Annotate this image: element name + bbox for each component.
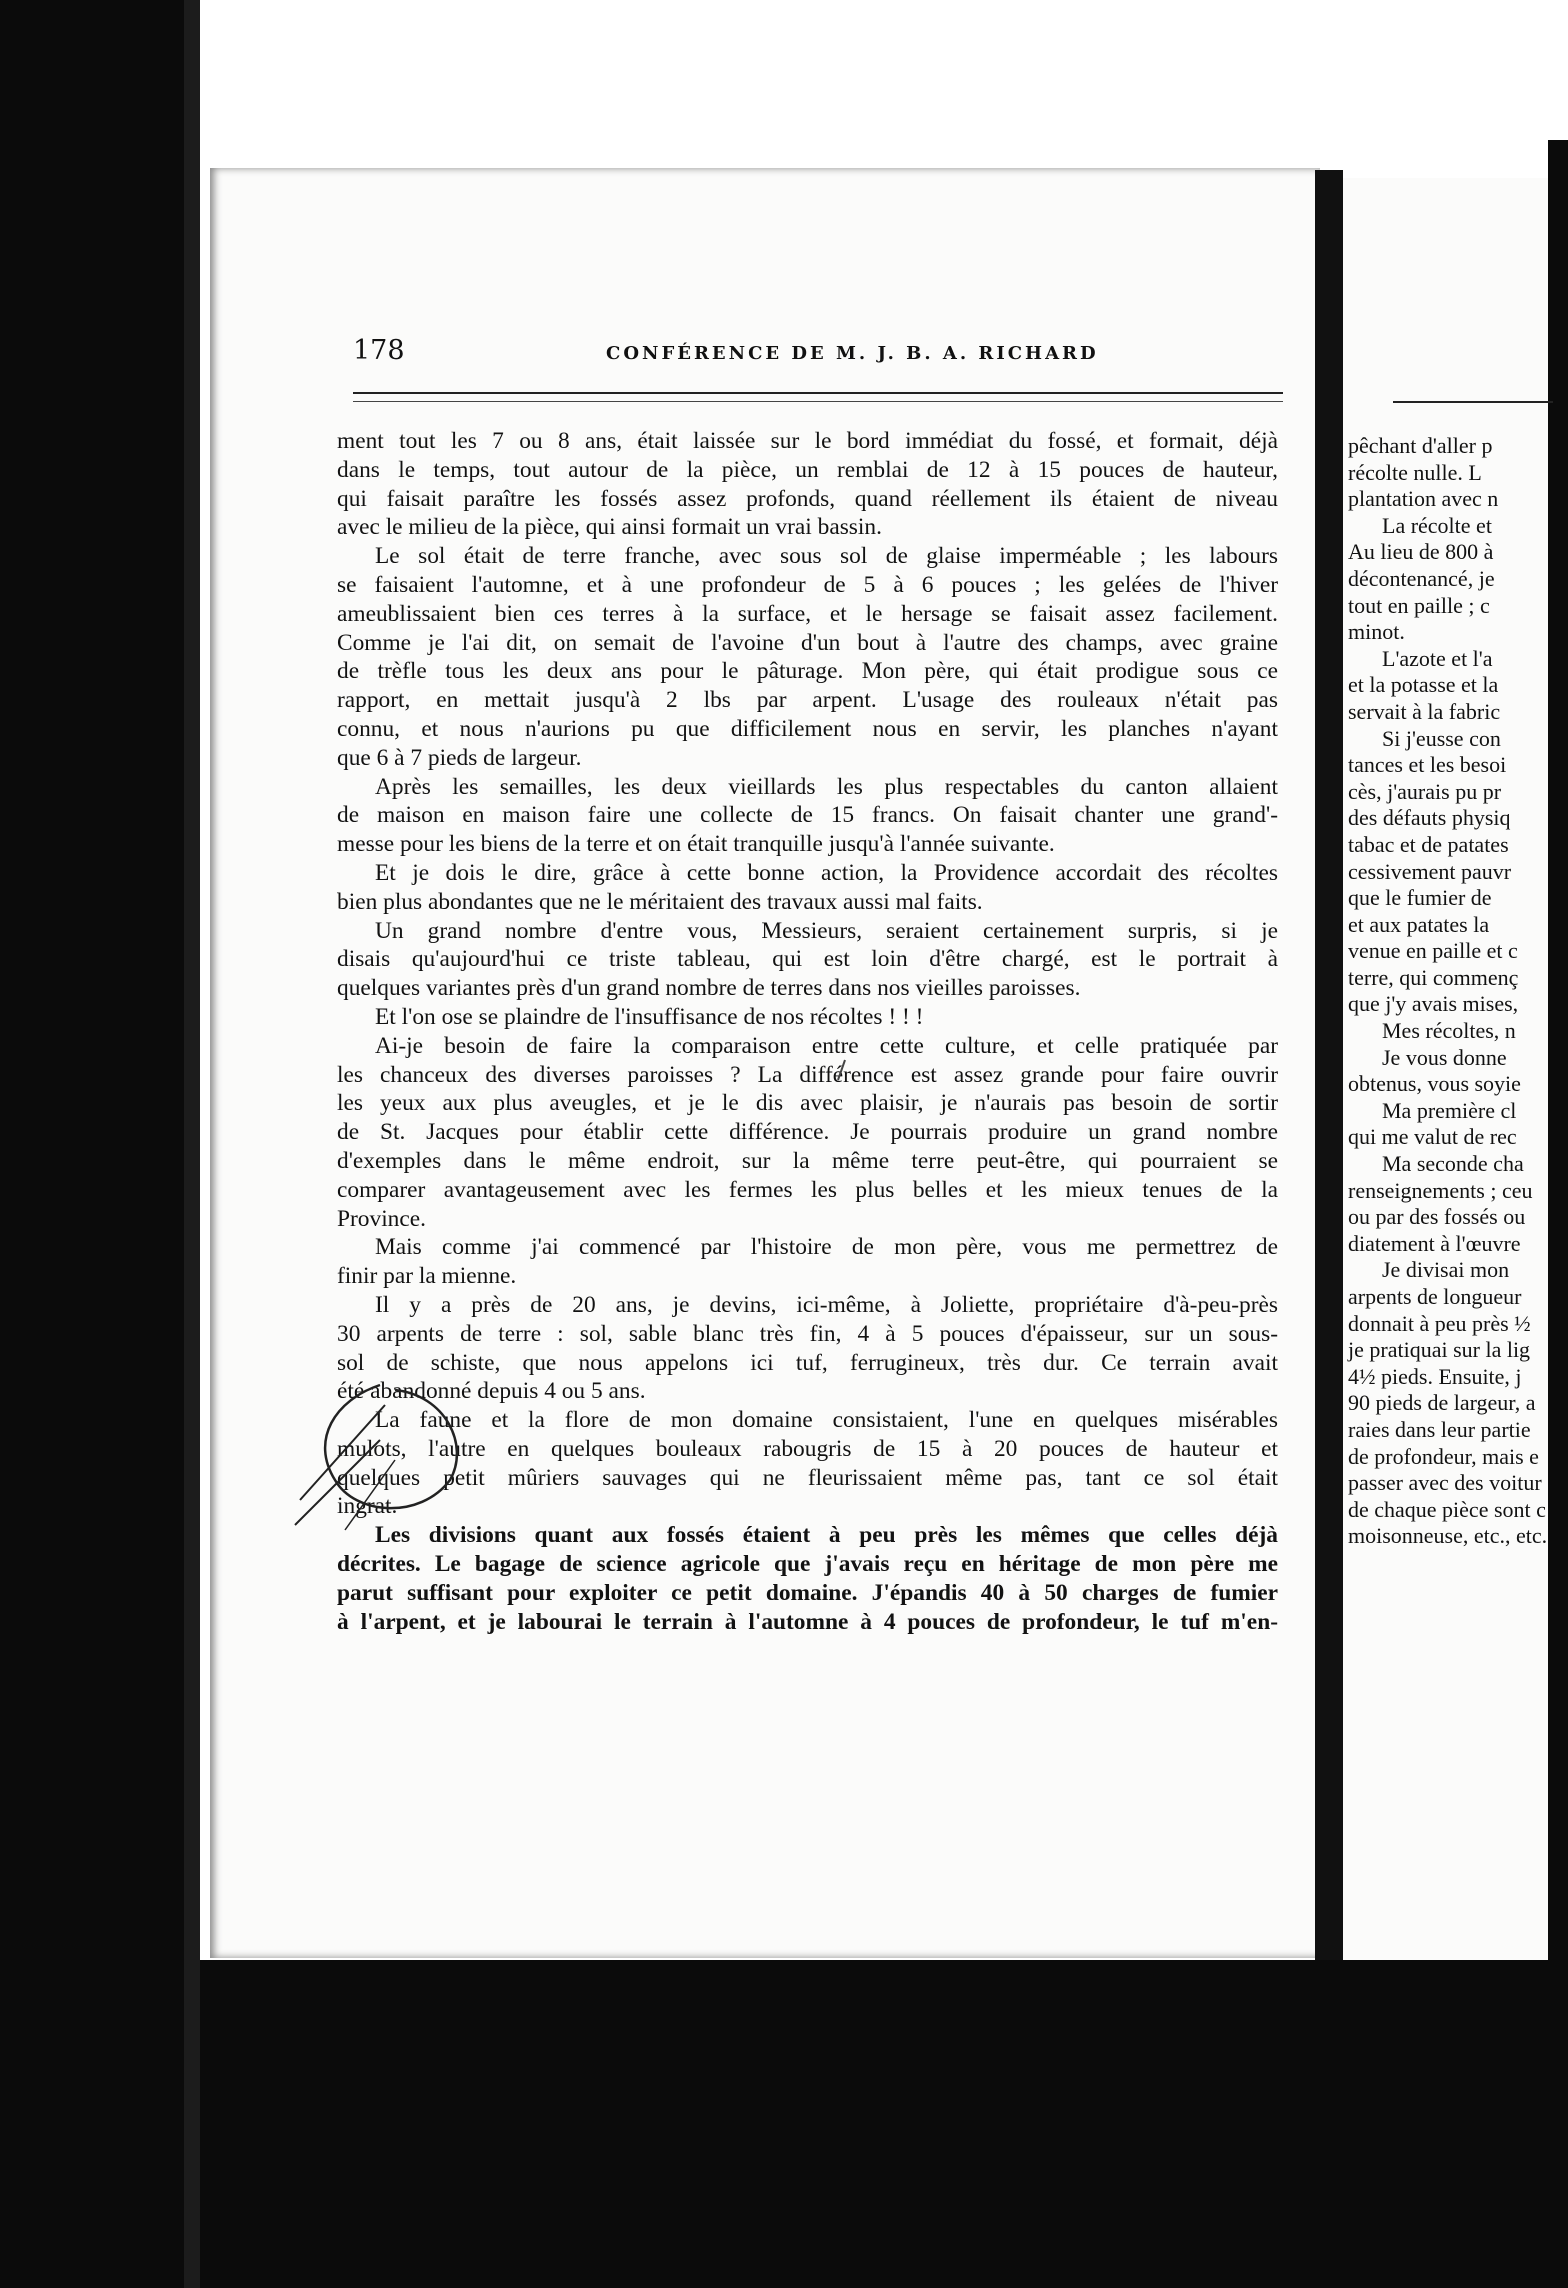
facing-text-line: tances et les besoi [1348,752,1507,778]
facing-text-line: et aux patates la [1348,911,1490,937]
facing-text-line: Je vous donne [1382,1044,1507,1070]
text-line: dans le temps, tout autour de la pièce, un remblai de 12 à 15 pouces de hauteur, [337,456,1278,483]
text-line: Mais comme j'ai commencé par l'histoire de mon père, vous me permettrez de [375,1234,1278,1261]
facing-text-line: diatement à l'œuvre [1348,1230,1521,1256]
text-line: 30 arpents de terre : sol, sable blanc très fin, 4 à 5 pouces d'épaisseur, sur un sous- [337,1320,1278,1347]
facing-text-line: La récolte et [1382,512,1492,538]
text-line: Les divisions quant aux fossés étaient à peu près les mêmes que celles déjà [375,1522,1278,1549]
text-line: mulots, l'autre en quelques bouleaux rabougris de 15 à 20 pouces de hauteur et [337,1435,1278,1462]
facing-text-line: Si j'eusse con [1382,725,1501,751]
text-line: Ai-je besoin de faire la comparaison entre cette culture, et celle pratiquée par [375,1032,1278,1059]
text-line: quelques variantes près d'un grand nombre de terres dans nos vieilles paroisses. [337,975,1081,1002]
text-line: messe pour les biens de la terre et on était tranquille jusqu'à l'année suivante. [337,831,1055,858]
page-number: 178 [353,335,405,366]
text-line: Et je dois le dire, grâce à cette bonne action, la Providence accordait des récoltes [375,859,1278,886]
text-line: ingrat. [337,1493,398,1520]
facing-text-line: cès, j'aurais pu pr [1348,778,1502,804]
text-line: que 6 à 7 pieds de largeur. [337,744,582,771]
pencil-stroke [345,1460,395,1530]
facing-text-line: 4½ pieds. Ensuite, j [1348,1363,1522,1389]
text-line: disais qu'aujourd'hui ce triste tableau, qui est loin d'être chargé, est le portrait à [337,946,1278,973]
text-line: Le sol était de terre franche, avec sous sol de glaise imperméable ; les labours [375,543,1278,570]
facing-text-line: renseignements ; ceu [1348,1177,1533,1203]
facing-text-line: décontenancé, je [1348,565,1495,591]
text-line: avec le milieu de la pièce, qui ainsi formait un vrai bassin. [337,514,882,541]
text-line: se faisaient l'automne, et à une profondeur de 5 à 6 pouces ; les gelées de l'hiver [337,571,1278,598]
facing-text-line: obtenus, vous soyie [1348,1071,1521,1097]
facing-text-line: donnait à peu près ½ [1348,1310,1531,1336]
pencil-stroke [300,1405,385,1500]
facing-text-line: L'azote et l'a [1382,645,1493,671]
text-line: Un grand nombre d'entre vous, Messieurs, seraient certainement surpris, si je [375,917,1278,944]
text-line: décrites. Le bagage de science agricole que j'avais reçu en héritage de mon père me [337,1551,1278,1578]
running-head-title: CONFÉRENCE DE M. J. B. A. RICHARD [606,343,1099,364]
facing-text-line: venue en paille et c [1348,938,1518,964]
facing-text-line: des défauts physiq [1348,805,1511,831]
text-line: comparer avantageusement avec les fermes les plus belles et les mieux tenues de la [337,1176,1278,1203]
facing-text-line: pêchant d'aller p [1348,433,1493,458]
text-line: Province. [337,1205,426,1232]
facing-text-line: Au lieu de 800 à [1348,539,1494,565]
text-line: d'exemples dans le même endroit, sur la même terre peut-être, qui pourraient se [337,1147,1278,1174]
facing-text-line: ou par des fossés ou [1348,1204,1526,1230]
text-line: Il y a près de 20 ans, je devins, ici-même, à Joliette, propriétaire d'à-peu-près [375,1291,1278,1318]
text-line: Et l'on ose se plaindre de l'insuffisance de nos récoltes ! ! ! [375,1003,924,1030]
text-line: finir par la mienne. [337,1263,517,1290]
facing-text-line: Mes récoltes, n [1382,1018,1516,1044]
facing-text-line: plantation avec n [1348,486,1499,512]
facing-text-line: moisonneuse, etc., etc. [1348,1523,1548,1549]
text-line: qui faisait paraître les fossés assez profonds, quand réellement ils étaient de niveau [337,485,1278,512]
facing-text-line: tout en paille ; c [1348,592,1490,618]
facing-text-line: 90 pieds de largeur, a [1348,1390,1536,1416]
facing-text-line: que j'y avais mises, [1348,991,1519,1017]
facing-text-line: Je divisai mon [1382,1257,1510,1283]
ink-speck [838,1060,845,1080]
facing-text-line: et la potasse et la [1348,672,1499,698]
facing-text-line: tabac et de patates [1348,831,1509,857]
facing-text-line: minot. [1348,619,1405,645]
facing-text-line: servait à la fabric [1348,698,1501,724]
facing-text-line: je pratiquai sur la lig [1348,1337,1531,1363]
text-line: les chanceux des diverses paroisses ? La différence est assez grande pour faire ouvrir [337,1061,1278,1088]
facing-text-line: de chaque pièce sont c [1348,1496,1546,1522]
facing-text-line: raies dans leur partie [1348,1416,1531,1442]
text-line: de maison en maison faire une collecte de 15 francs. On faisait chanter une grand'- [337,802,1278,829]
text-line: sol de schiste, que nous appelons ici tuf, ferrugineux, très dur. Ce terrain avait [337,1349,1278,1376]
text-line: été abandonné depuis 4 ou 5 ans. [337,1378,646,1405]
text-line: Après les semailles, les deux vieillards les plus respectables du canton allaient [375,773,1278,800]
facing-text-line: Ma seconde cha [1382,1151,1524,1177]
text-line: à l'arpent, et je labourai le terrain à l'automne à 4 pouces de profondeur, le tuf m'en- [337,1608,1278,1635]
facing-text-line: arpents de longueur [1348,1284,1522,1309]
facing-text-line: Ma première cl [1382,1097,1517,1123]
text-line: parut suffisant pour exploiter ce petit domaine. J'épandis 40 à 50 charges de fumier [337,1579,1278,1606]
text-line: les yeux aux plus aveugles, et je le dis avec plaisir, je n'aurais pas besoin de sortir [337,1090,1278,1117]
text-line: ment tout les 7 ou 8 ans, était laissée sur le bord immédiat du fossé, et formait, déjà [337,428,1278,454]
facing-text-line: qui me valut de rec [1348,1124,1517,1150]
facing-text-line: récolte nulle. L [1348,459,1482,485]
text-line: rapport, en mettait jusqu'à 2 lbs par arpent. L'usage des rouleaux n'était pas [337,687,1278,714]
text-line: La faune et la flore de mon domaine consistaient, l'une en quelques misérables [375,1407,1278,1434]
text-line: de trèfle tous les deux ans pour le pâturage. Mon père, qui était prodigue sous ce [337,658,1278,685]
text-line: Comme je l'ai dit, on semait de l'avoine d'un bout à l'autre des champs, avec graine [337,629,1278,656]
text-line: connu, et nous n'aurions pu que difficilement nous en servir, les planches n'ayant [337,715,1278,742]
text-line: quelques petit mûriers sauvages qui ne fleurissaient même pas, tant ce sol était [337,1464,1278,1491]
text-line: ameublissaient bien ces terres à la surface, et le hersage se faisait assez facilement. [337,600,1278,627]
facing-text-line: terre, qui commenç [1348,964,1519,990]
facing-text-line: passer avec des voitur [1348,1470,1542,1496]
pencil-stroke [295,1440,380,1525]
facing-text-line: que le fumier de [1348,885,1492,911]
text-line: de St. Jacques pour établir cette différence. Je pourrais produire un grand nombre [337,1119,1278,1146]
facing-text-line: de profondeur, mais e [1348,1443,1539,1469]
facing-text-line: cessivement pauvr [1348,858,1512,884]
text-line: bien plus abondantes que ne le méritaient des travaux aussi mal faits. [337,888,983,915]
pencil-circle [325,1385,457,1508]
